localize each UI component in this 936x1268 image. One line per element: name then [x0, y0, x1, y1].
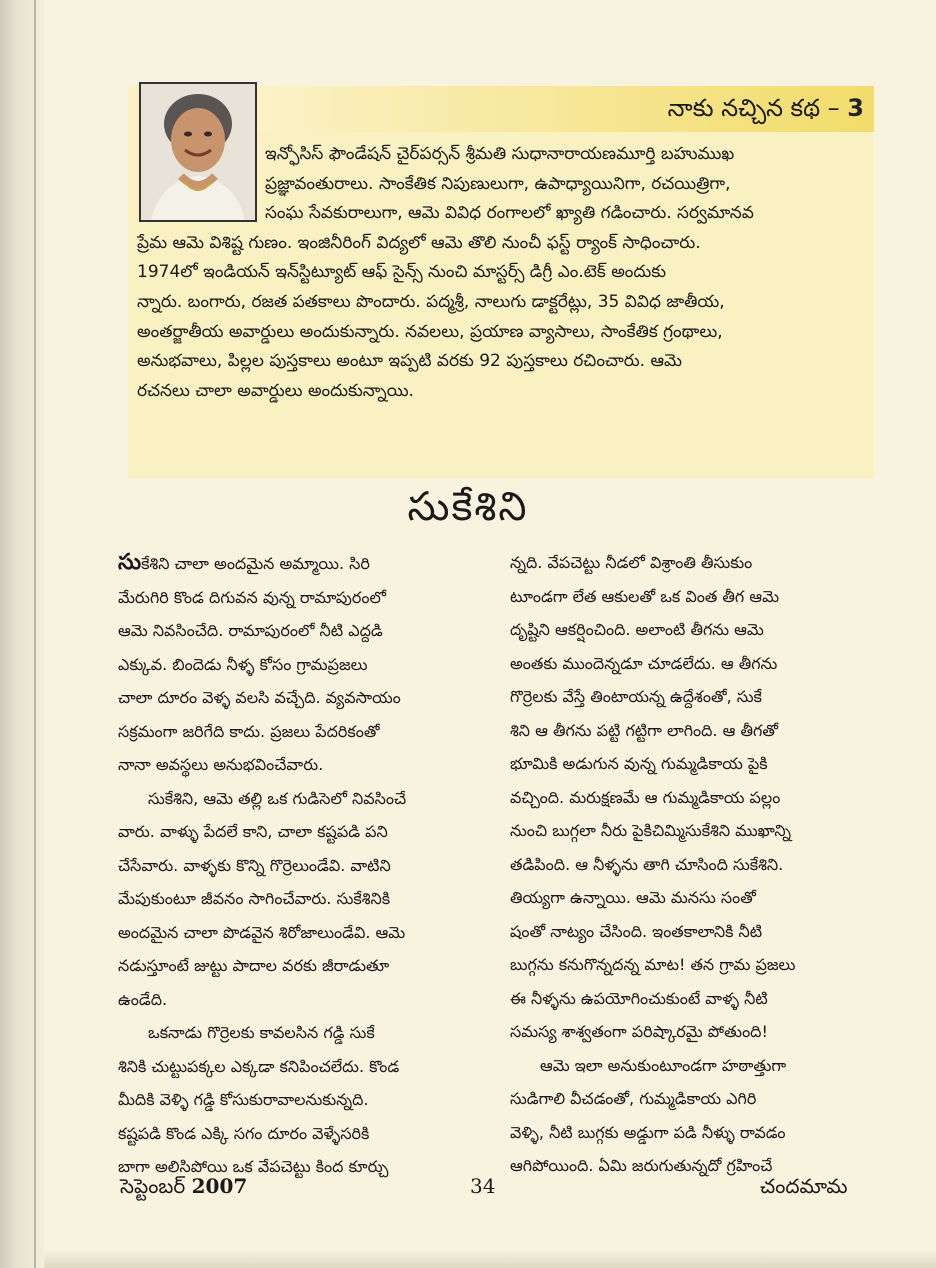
story-line: ఆగిపోయింది. ఏమి జరుగుతున్నదో గ్రహించే	[510, 1156, 773, 1175]
story-line: కష్టపడి కొండ ఎక్కి సగం దూరం వెళ్ళేసరికి	[118, 1123, 370, 1143]
story-line: ఉండేది.	[118, 989, 168, 1009]
series-title	[668, 94, 864, 128]
story-line: తడిపింది. ఆ నీళ్ళను తాగి చూసింది సుకేశిని.	[510, 854, 784, 874]
series-number: 3	[847, 94, 864, 122]
footer-issue-date	[120, 1174, 247, 1203]
story-left-column	[118, 546, 490, 1184]
intro-line: 1974లో ఇండియన్ ఇన్‌స్టిట్యూట్ ఆఫ్ సైన్స్ నుంచి మాస్టర్స్ డిగ్రీ ఎం.టెక్ అందుకు	[137, 262, 667, 283]
story-line: అందమైన చాలా పొడవైన శిరోజాలుండేవి. ఆమె	[118, 922, 406, 942]
footer-month: సెప్టెంబర్	[120, 1174, 186, 1198]
story-line	[118, 546, 490, 581]
story-line: నానా అవస్థలు అనుభవించేవారు.	[118, 755, 324, 774]
story-line: మీదికి వెళ్ళి గడ్డి కోసుకురావాలనుకున్నది.	[118, 1090, 369, 1109]
magazine-name: చందమామ	[760, 1174, 848, 1198]
page-bottom-shadow	[44, 1250, 936, 1268]
story-line: వారు. వాళ్ళు పేదలే కాని, చాలా కష్టపడి పని	[118, 822, 388, 841]
book-spine	[0, 0, 44, 1268]
story-line: నుంచి బుగ్గలా నీరు పైకిచిమ్మిసుకేశిని ముఖాన్ని	[510, 821, 792, 840]
story-line: షంతో నాట్యం చేసింది. ఇంతకాలానికి నీటి	[510, 921, 763, 941]
story-line: సుకేశిని, ఆమె తల్లి ఒక గుడిసెలో నివసించే	[148, 788, 407, 808]
story-line: శినికి చుట్టుపక్కల ఎక్కడా కనిపించలేదు. కొండ	[118, 1056, 400, 1076]
story-line: ఎక్కువ. బిందెడు నీళ్ళ కోసం గ్రామప్రజలు	[118, 654, 368, 674]
story-line: సుడిగాలి వీచడంతో, గుమ్మడికాయ ఎగిరి	[510, 1089, 757, 1108]
story-line: ఆమె నివసించేది. రామాపురంలో నీటి ఎద్దడి	[118, 621, 383, 640]
story-line: బుగ్గను కనుగొన్నదన్న మాట! తన గ్రామ ప్రజలు	[510, 955, 796, 974]
story-line: వచ్చింది. మరుక్షణమే ఆ గుమ్మడికాయ పల్లం	[510, 787, 781, 807]
intro-line: సంఘ సేవకురాలుగా, ఆమె వివిధ రంగాలలో ఖ్యాతి గడించారు. సర్వమానవ	[265, 203, 754, 224]
intro-line: అంతర్జాతీయ అవార్డులు అందుకున్నారు. నవలలు, ప్రయాణ వ్యాసాలు, సాంకేతిక గ్రంథాలు,	[137, 321, 723, 342]
story-line: టూండగా లేత ఆకులతో ఒక వింత తీగ ఆమె	[510, 586, 779, 606]
story-line: గొర్రెలకు వేస్తే తింటాయన్న ఉద్దేశంతో, సుకే	[510, 687, 762, 706]
story-line: వెళ్ళి, నీటి బుగ్గకు అడ్డుగా పడి నీళ్ళు రావడం	[510, 1122, 786, 1142]
series-title-dash: –	[820, 94, 848, 122]
story-line: ఒకనాడు గొర్రెలకు కావలసిన గడ్డి సుకే	[148, 1023, 375, 1042]
author-intro-text	[137, 140, 865, 406]
intro-line: అనుభవాలు, పిల్లల పుస్తకాలు అంటూ ఇప్పటి వరకు 92 పుస్తకాలు రచించారు. ఆమె	[137, 351, 683, 372]
story-line: తియ్యగా ఉన్నాయి. ఆమె మనసు సంతో	[510, 888, 756, 907]
story-line: ఆమె ఇలా అనుకుంటూండగా హఠాత్తుగా	[540, 1055, 787, 1075]
story-line: సక్రమంగా జరిగేది కాదు. ప్రజలు పేదరికంతో	[118, 721, 380, 741]
intro-line: రచనలు చాలా అవార్డులు అందుకున్నాయి.	[137, 380, 414, 401]
story-line: న్నది. వేపచెట్టు నీడలో విశ్రాంతి తీసుకుం	[510, 553, 753, 572]
story-right-column	[510, 546, 876, 1183]
story-line: మేరుగిరి కొండ దిగువన వున్న రామాపురంలో	[118, 587, 386, 607]
footer-year: 2007	[191, 1174, 248, 1198]
story-line: చేసేవారు. వాళ్ళకు కొన్ని గొర్రెలుండేవి. వాటిని	[118, 855, 391, 875]
drop-cap: సు	[118, 550, 142, 575]
story-title: సుకేశిని	[407, 484, 529, 530]
story-line: భూమికి అడుగున వున్న గుమ్మడికాయ పైకి	[510, 754, 768, 773]
spine-crease	[34, 0, 36, 1268]
page-number: 34	[470, 1174, 496, 1198]
story-line: చాలా దూరం వెళ్ళ వలసి వచ్చేది. వ్యవసాయం	[118, 688, 401, 707]
story-line: మేపుకుంటూ జీవనం సాగించేవారు. సుకేశినికి	[118, 889, 391, 908]
series-title-text: నాకు నచ్చిన కథ	[667, 94, 821, 122]
story-line: నడుస్తూంటే జుట్టు పాదాల వరకు జీరాడుతూ	[118, 956, 390, 975]
story-line: అంతకు ముందెన్నడూ చూడలేదు. ఆ తీగను	[510, 653, 778, 673]
story-line: శిని ఆ తీగను పట్టి గట్టిగా లాగింది. ఆ తీగతో	[510, 720, 778, 740]
intro-line: ఇన్ఫోసిస్ ఫౌండేషన్ చైర్‌పర్సన్ శ్రీమతి సుధానారాయణమూర్తి బహుముఖ	[265, 144, 735, 164]
intro-line: ప్రజ్ఞావంతురాలు. సాంకేతిక నిపుణులుగా, ఉపాధ్యాయినిగా, రచయిత్రిగా,	[265, 173, 731, 194]
intro-line: న్నారు. బంగారు, రజత పతకాలు పొందారు. పద్మశ్రీ, నాలుగు డాక్టరేట్లు, 35 వివిధ జాతీయ,	[137, 291, 725, 312]
story-line: ఈ నీళ్ళను ఉపయోగించుకుంటే వాళ్ళ నీటి	[510, 988, 768, 1008]
story-line: బాగా అలిసిపోయి ఒక వేపచెట్టు కింద కూర్చు	[118, 1157, 389, 1176]
story-line: దృష్టిని ఆకర్షించింది. అలాంటి తీగను ఆమె	[510, 620, 764, 639]
intro-line: ప్రేమ ఆమె విశిష్ట గుణం. ఇంజినీరింగ్ విద్యలో ఆమె తొలి నుంచీ ఫస్ట్ ర్యాంక్ సాధించారు.	[137, 232, 701, 253]
story-line-text: కేశిని చాలా అందమైన అమ్మాయి. సిరి	[141, 554, 370, 573]
story-line: సమస్య శాశ్వతంగా పరిష్కారమై పోతుంది!	[510, 1022, 768, 1041]
